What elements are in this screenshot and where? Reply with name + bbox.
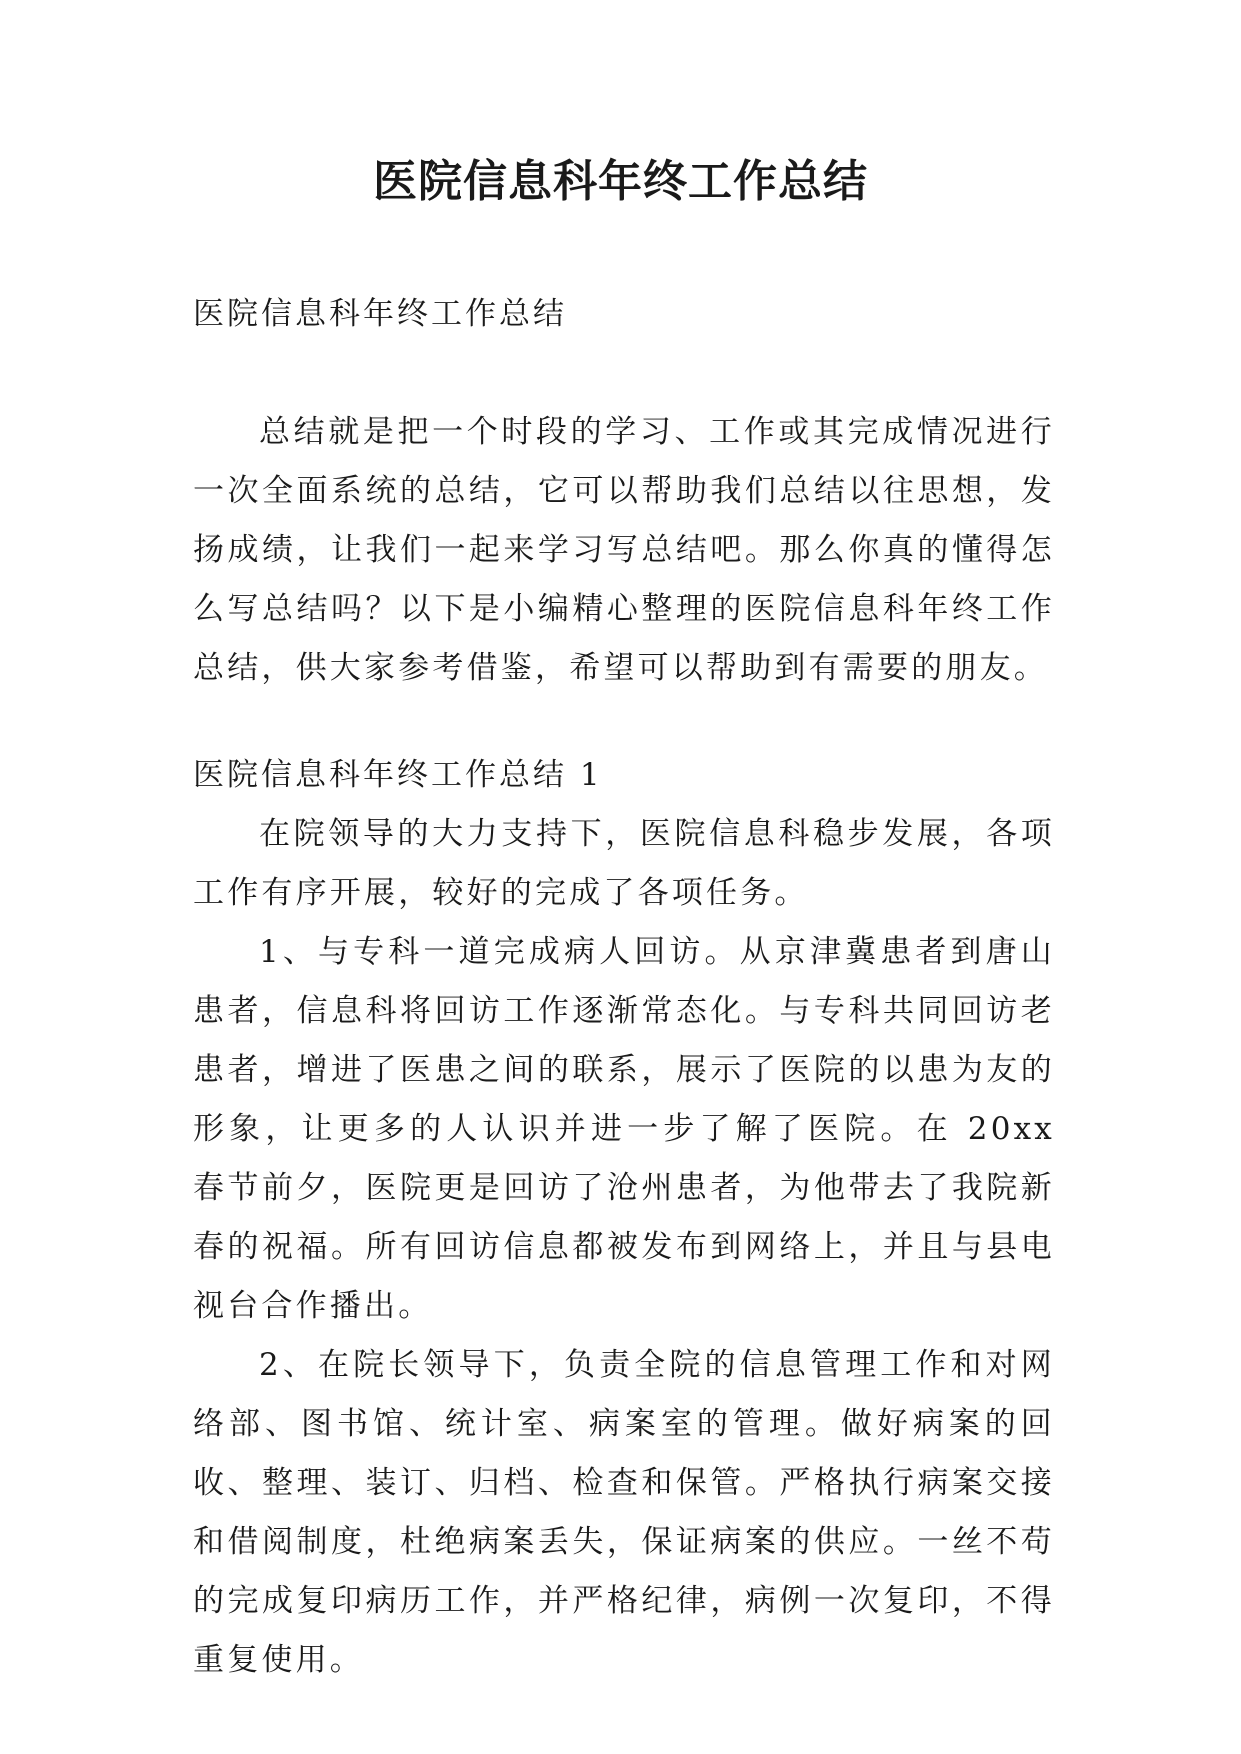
document-title: 医院信息科年终工作总结	[373, 156, 868, 207]
intro-paragraph: 总结就是把一个时段的学习、工作或其完成情况进行一次全面系统的总结，它可以帮助我们总结以往思想，发扬成绩，让我们一起来学习写总结吧。那么你真的懂得怎么写总结吗？以下是小编精心整理的医院信息科年终工作总结，供大家参考借鉴，希望可以帮助到有需要的朋友。	[193, 414, 1055, 686]
section-heading: 医院信息科年终工作总结 1	[193, 757, 603, 793]
document-body	[193, 285, 1055, 1690]
body-paragraph: 在院领导的大力支持下，医院信息科稳步发展，各项工作有序开展，较好的完成了各项任务。	[193, 816, 1055, 911]
document-subtitle: 医院信息科年终工作总结	[193, 296, 567, 332]
spacer	[193, 698, 1055, 746]
body-paragraph: 1、与专科一道完成病人回访。从京津冀患者到唐山患者，信息科将回访工作逐渐常态化。与专科共同回访老患者，增进了医患之间的联系，展示了医院的以患为友的形象，让更多的人认识并进一步了解了医院。在 20xx 春节前夕，医院更是回访了沧州患者，为他带去了我院新春的祝福。所有回访信息都被发布到网络上，并且与县电视台合作播出。	[193, 934, 1055, 1324]
spacer	[193, 344, 1055, 403]
body-paragraph: 2、在院长领导下，负责全院的信息管理工作和对网络部、图书馆、统计室、病案室的管理。做好病案的回收、整理、装订、归档、检查和保管。严格执行病案交接和借阅制度，杜绝病案丢失，保证病案的供应。一丝不苟的完成复印病历工作，并严格纪律，病例一次复印，不得重复使用。	[193, 1347, 1055, 1678]
